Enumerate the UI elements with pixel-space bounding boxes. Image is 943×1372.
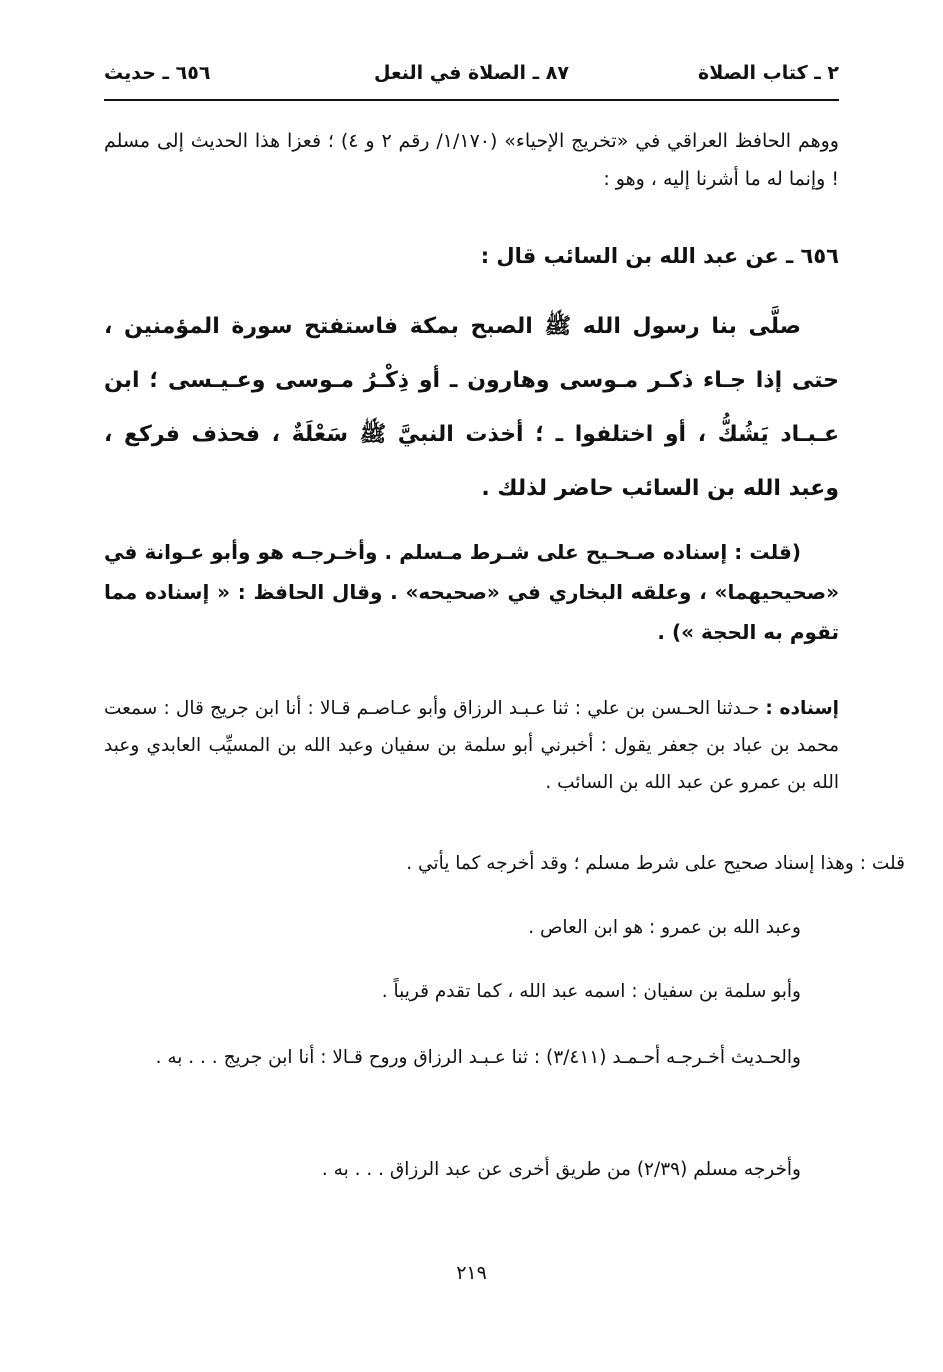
grading-paragraph: (قلت : إسناده صـحـيح على شـرط مـسلم . وأخـرجـه هو وأبو عـوانة في «صحيحيهما» ، وعلقه البخاري في «صحيحه» . وقال الحافظ : « إسناده مما تقوم به الحجة ») . [104, 540, 839, 644]
takhrij-muslim: وأخرجه مسلم (٢/٣٩) من طريق أخرى عن عبد الرزاق . . . به . [321, 1159, 801, 1180]
page-number: ٢١٩ [456, 1262, 487, 1284]
header-divider [104, 99, 839, 101]
header-book-title: ٢ ـ كتاب الصلاة [698, 62, 839, 84]
header-chapter-title: ٨٧ ـ الصلاة في النعل [374, 62, 569, 84]
narrator-note-1: وعبد الله بن عمرو : هو ابن العاص . [528, 917, 801, 938]
narrator-note-2: وأبو سلمة بن سفيان : اسمه عبد الله ، كما تقدم قريباً . [381, 981, 801, 1002]
isnad-label: إسناده : [765, 698, 839, 719]
isnad-paragraph [104, 690, 839, 801]
running-header [104, 58, 839, 98]
takhrij-ahmad: والحـديث أخـرجـه أحـمـد (٣/٤١١) : ثنا عـبـد الرزاق وروح قـالا : أنا ابن جريج . . . به . [155, 1047, 801, 1068]
isnad-text: حـدثنا الحـسن بن علي : ثنا عـبـد الرزاق وأبو عـاصـم قـالا : أنا ابن جريج قال : سمعت محمد بن عباد بن جعفر يقول : أخبرني أبو سلمة بن سفيان وعبد الله بن المسيِّب العابدي وعبد الله بن عمرو عن عبد الله بن السائب . [104, 698, 839, 793]
hadith-heading: ٦٥٦ ـ عن عبد الله بن السائب قال : [480, 244, 839, 268]
header-hadith-number: ٦٥٦ ـ حديث [104, 62, 211, 84]
comment-paragraph: قلت : وهذا إسناد صحيح على شرط مسلم ؛ وقد أخرجه كما يأتي . [406, 853, 905, 874]
hadith-text: صلَّى بنا رسول الله ﷺ الصبح بمكة فاستفتح سورة المؤمنين ، حتى إذا جـاء ذكـر مـوسى وهارون ـ أو ذِكْـرُ مـوسى وعـيـسى ؛ ابن عـبـاد يَشُكُّ ، أو اختلفوا ـ ؛ أخذت النبيَّ ﷺ سَعْلَةٌ ، فحذف فركع ، وعبد الله بن السائب حاضر لذلك . [104, 314, 839, 501]
intro-paragraph: ووهم الحافظ العراقي في «تخريج الإحياء» (١/١٧٠/ رقم ٢ و ٤) ؛ فعزا هذا الحديث إلى مسلم ! وإنما له ما أشرنا إليه ، وهو : [104, 130, 839, 190]
